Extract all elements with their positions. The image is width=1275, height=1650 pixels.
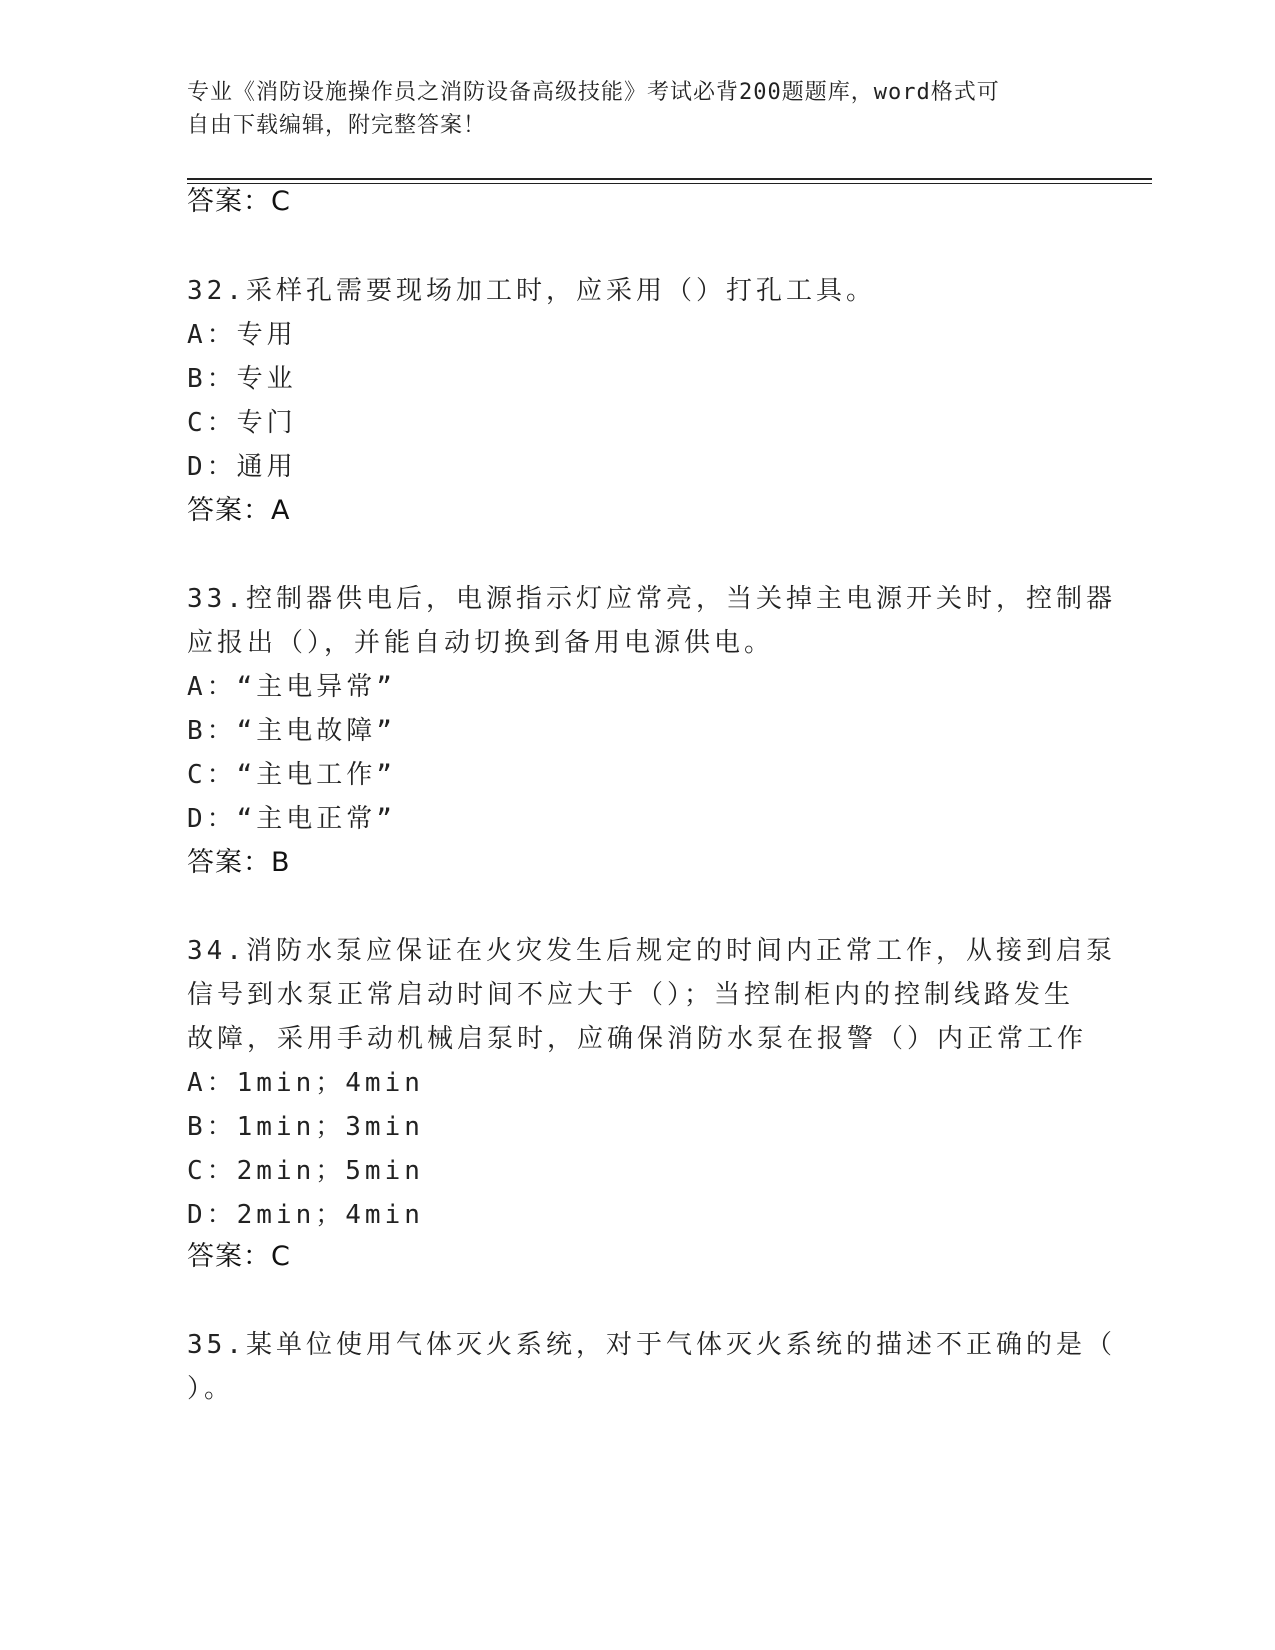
header-divider-thick (187, 178, 1152, 180)
question-33-option-c: C：“主电工作” (187, 760, 396, 790)
question-34-option-a: A：1min；4min (187, 1068, 424, 1098)
question-33-option-a: A：“主电异常” (187, 672, 396, 702)
question-34-line-3: 故障，采用手动机械启泵时，应确保消防水泵在报警（）内正常工作 (187, 1024, 1088, 1054)
question-34-option-d: D：2min；4min (187, 1200, 424, 1230)
question-33-option-d: D：“主电正常” (187, 804, 396, 834)
question-34-option-c: C：2min；5min (187, 1156, 424, 1186)
question-32-option-d: D：通用 (187, 452, 297, 482)
question-32-option-b: B：专业 (187, 364, 297, 394)
question-35-line-1: 35.某单位使用气体灭火系统，对于气体灭火系统的描述不正确的是（ (187, 1330, 1116, 1360)
question-35-line-2: ）。 (187, 1374, 235, 1404)
question-33-line-2: 应报出（），并能自动切换到备用电源供电。 (187, 628, 775, 658)
header-divider-thin (187, 183, 1152, 184)
answer-31: 答案：C (187, 186, 291, 217)
header-line-1: 专业《消防设施操作员之消防设备高级技能》考试必背200题题库，word格式可 (187, 80, 1000, 105)
question-34-line-2: 信号到水泵正常启动时间不应大于（）；当控制柜内的控制线路发生 (187, 980, 1075, 1010)
document-header (187, 76, 1067, 142)
header-line-2: 自由下载编辑，附完整答案！ (187, 113, 487, 138)
question-33-option-b: B：“主电故障” (187, 716, 396, 746)
answer-34: 答案：C (187, 1241, 291, 1272)
answer-33: 答案：B (187, 847, 291, 878)
question-32-option-c: C：专门 (187, 408, 297, 438)
question-34-option-b: B：1min；3min (187, 1112, 424, 1142)
question-33-line-1: 33.控制器供电后，电源指示灯应常亮，当关掉主电源开关时，控制器 (187, 584, 1116, 614)
question-32-option-a: A：专用 (187, 320, 297, 350)
question-34-line-1: 34.消防水泵应保证在火灾发生后规定的时间内正常工作，从接到启泵 (187, 936, 1116, 966)
question-32-line-1: 32.采样孔需要现场加工时，应采用（）打孔工具。 (187, 276, 876, 306)
answer-32: 答案：A (187, 495, 291, 526)
